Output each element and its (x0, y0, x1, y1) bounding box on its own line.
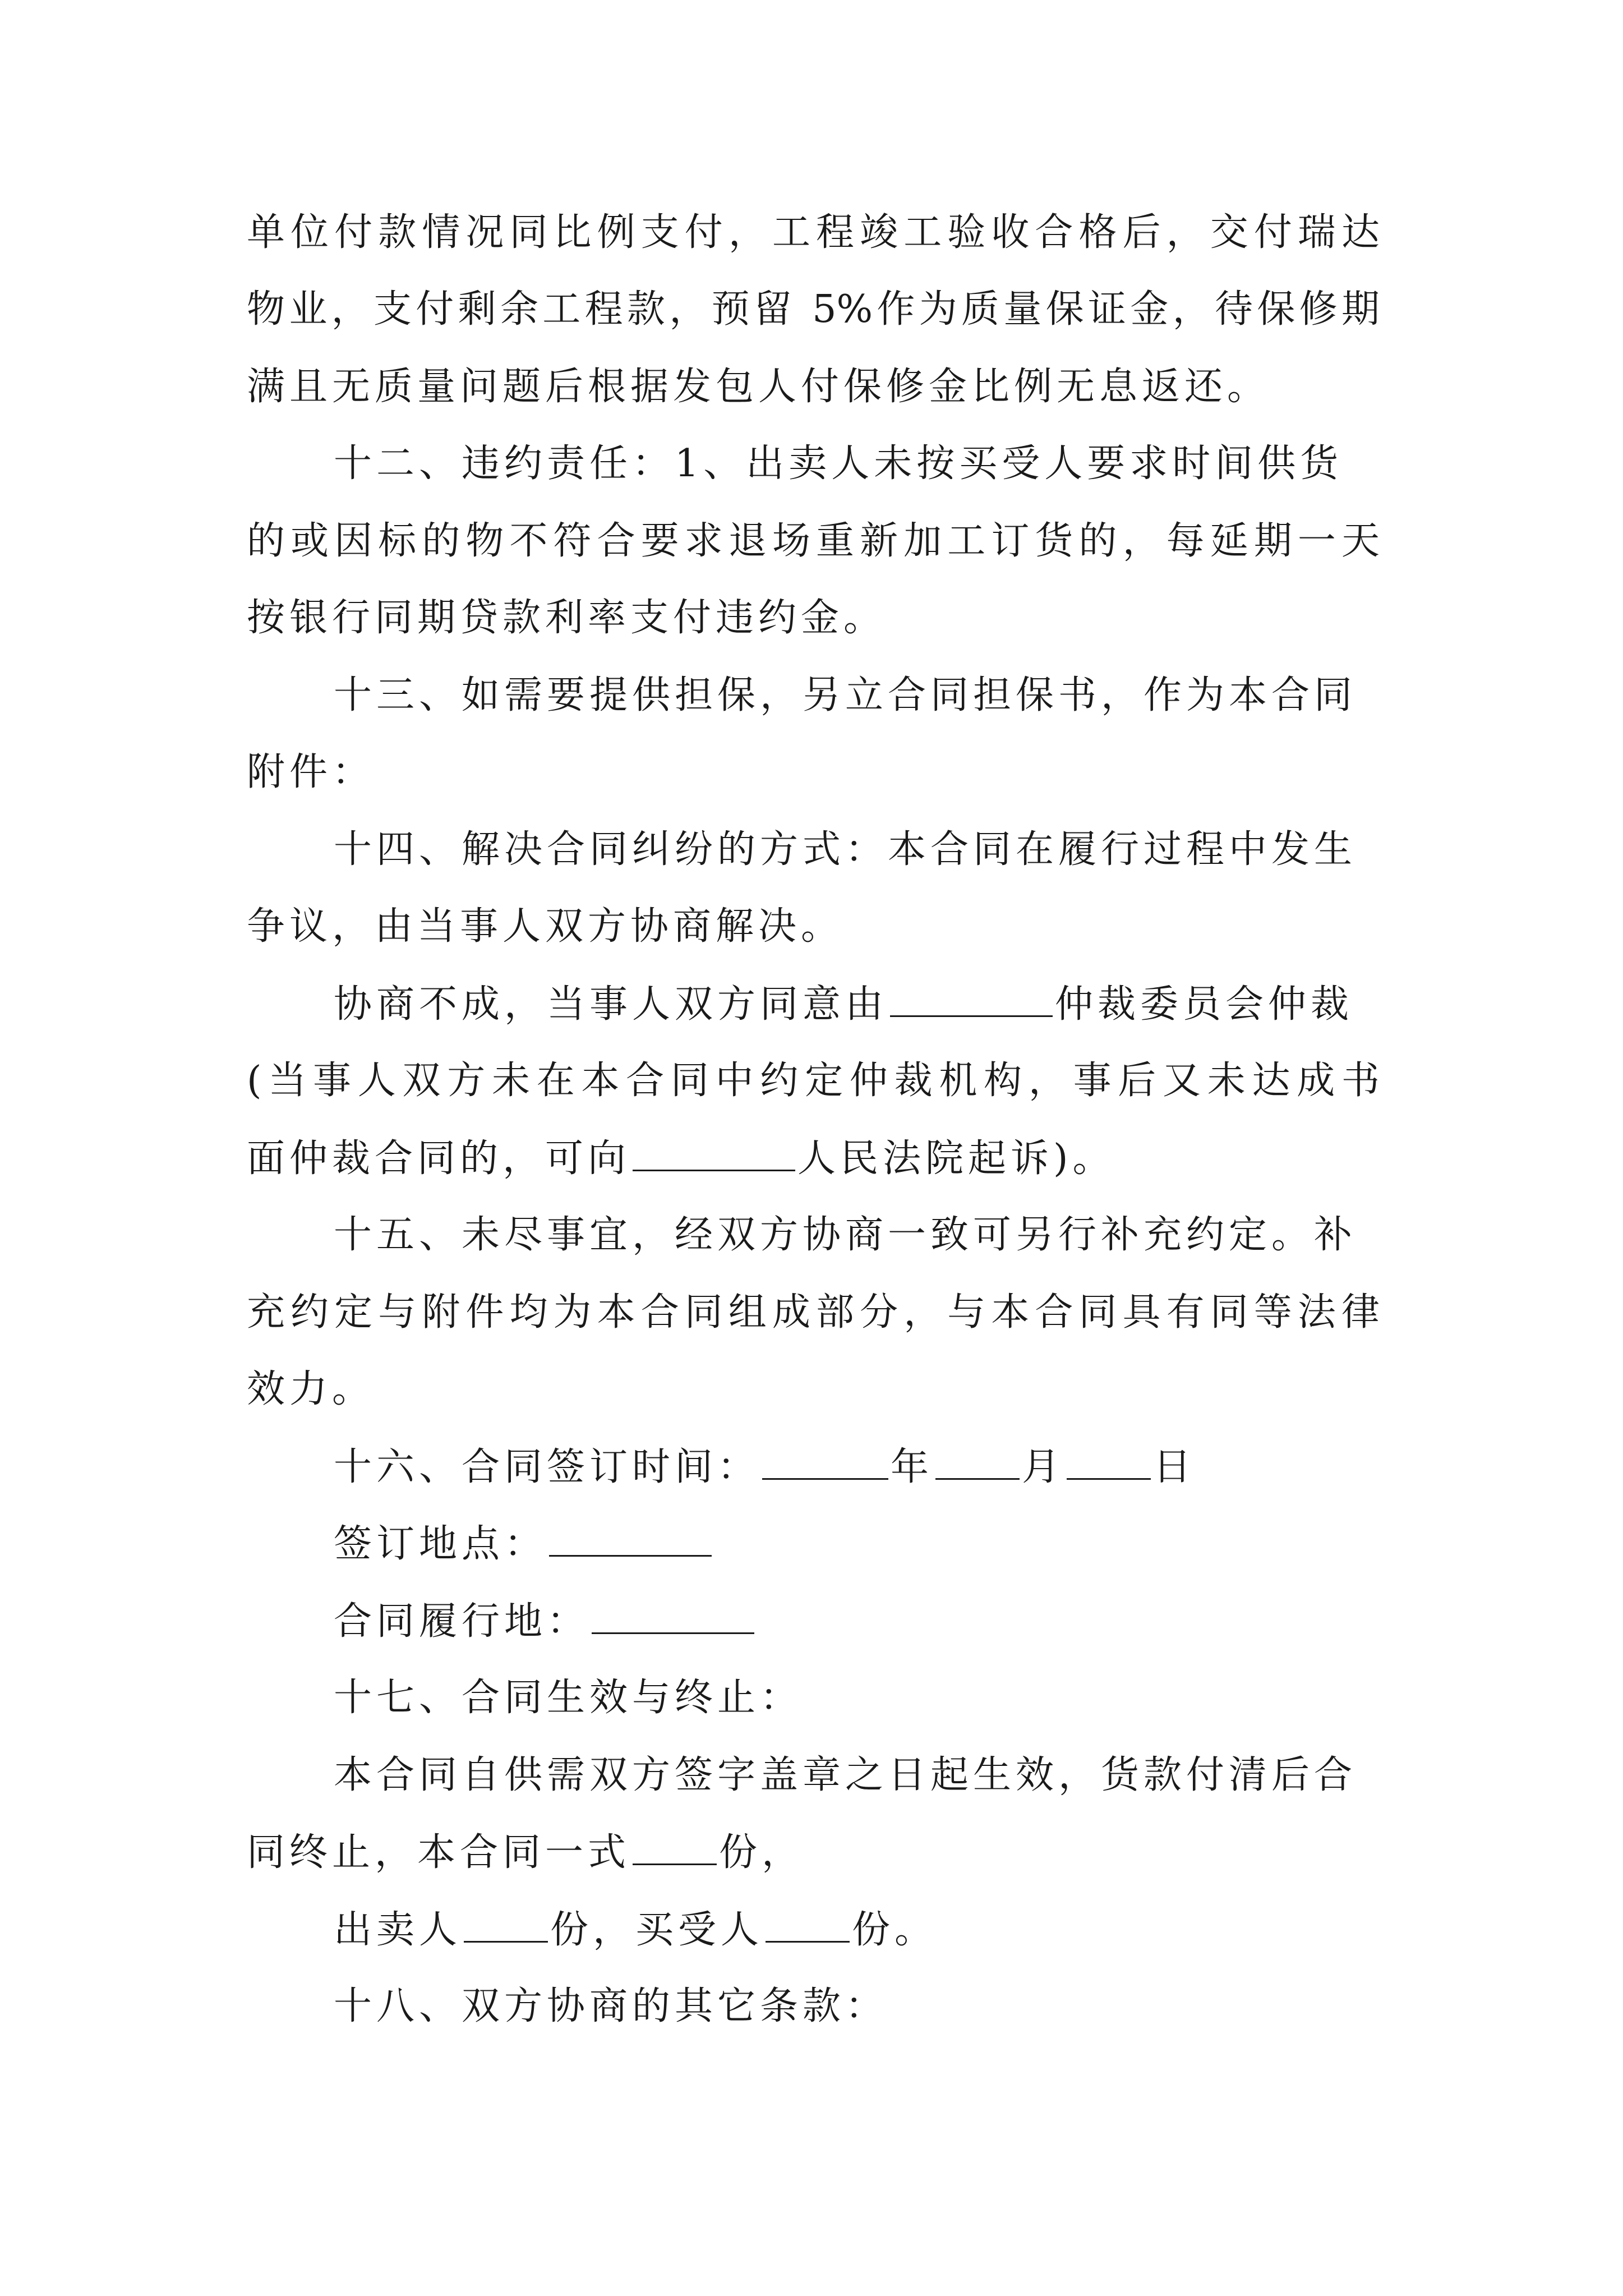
court-line (247, 1130, 1115, 1186)
paragraph-line: 的或因标的物不符合要求退场重新加工订货的，每延期一天 (247, 519, 1380, 563)
clause-13-heading: 十三、如需要提供担保，另立合同担保书，作为本合同 (334, 673, 1357, 717)
day-blank (1067, 1439, 1151, 1480)
buyer-unit: 份。 (852, 1908, 938, 1952)
copies-line (247, 1824, 804, 1880)
arbitration-blank (890, 976, 1053, 1017)
year-blank (762, 1439, 888, 1480)
paragraph-line: 本合同自供需双方签字盖章之日起生效，货款付清后合 (334, 1753, 1357, 1797)
paragraph-line: 效力。 (247, 1367, 375, 1411)
sign-date-line (334, 1439, 1196, 1495)
day-unit: 日 (1153, 1445, 1196, 1489)
sign-place-blank (549, 1516, 712, 1557)
month-unit: 月 (1022, 1445, 1065, 1489)
buyer-label: 份，买受人 (550, 1908, 764, 1952)
court-text-before: 面仲裁合同的，可向 (247, 1137, 631, 1181)
perform-place-label: 合同履行地： (334, 1599, 590, 1644)
clause-14-heading: 十四、解决合同纠纷的方式：本合同在履行过程中发生 (334, 827, 1357, 872)
arbitration-line (334, 976, 1353, 1032)
month-blank (935, 1439, 1020, 1480)
paragraph-line: 争议，由当事人双方协商解决。 (247, 904, 844, 949)
sign-place-label: 签订地点： (334, 1522, 547, 1566)
clause-18-heading: 十八、双方协商的其它条款： (334, 1984, 888, 2028)
paragraph-line: (当事人双方未在本合同中约定仲裁机构，事后又未达成书 (247, 1059, 1380, 1103)
perform-place-line (334, 1593, 757, 1649)
seller-copies-blank (464, 1902, 548, 1943)
court-blank (633, 1130, 795, 1171)
clause-12-heading: 十二、违约责任：1、出卖人未按买受人要求时间供货 (334, 441, 1343, 486)
paragraph-line: 附件： (247, 750, 375, 794)
court-text-after: 人民法院起诉)。 (797, 1137, 1115, 1181)
arbitration-text-before: 协商不成，当事人双方同意由 (334, 982, 888, 1027)
sign-date-label: 十六、合同签订时间： (334, 1445, 760, 1489)
year-unit: 年 (891, 1445, 934, 1489)
copies-text-before: 同终止，本合同一式 (247, 1830, 631, 1875)
copies-text-after: 份， (719, 1830, 805, 1875)
paragraph-line: 满且无质量问题后根据发包人付保修金比例无息返还。 (247, 365, 1270, 409)
paragraph-line: 单位付款情况同比例支付，工程竣工验收合格后，交付瑞达 (247, 210, 1380, 255)
arbitration-text-after: 仲裁委员会仲裁 (1055, 982, 1354, 1027)
buyer-copies-blank (766, 1902, 850, 1943)
distribution-line (334, 1902, 937, 1958)
paragraph-line: 充约定与附件均为本合同组成部分，与本合同具有同等法律 (247, 1290, 1380, 1335)
clause-15-heading: 十五、未尽事宜，经双方协商一致可另行补充约定。补 (334, 1213, 1357, 1257)
copies-blank (633, 1824, 717, 1865)
perform-place-blank (592, 1593, 754, 1634)
clause-17-heading: 十七、合同生效与终止： (334, 1676, 803, 1720)
seller-label: 出卖人 (334, 1908, 462, 1952)
paragraph-line: 按银行同期贷款利率支付违约金。 (247, 596, 887, 640)
sign-place-line (334, 1516, 714, 1572)
paragraph-line: 物业，支付剩余工程款，预留 5%作为质量保证金，待保修期 (247, 287, 1380, 332)
